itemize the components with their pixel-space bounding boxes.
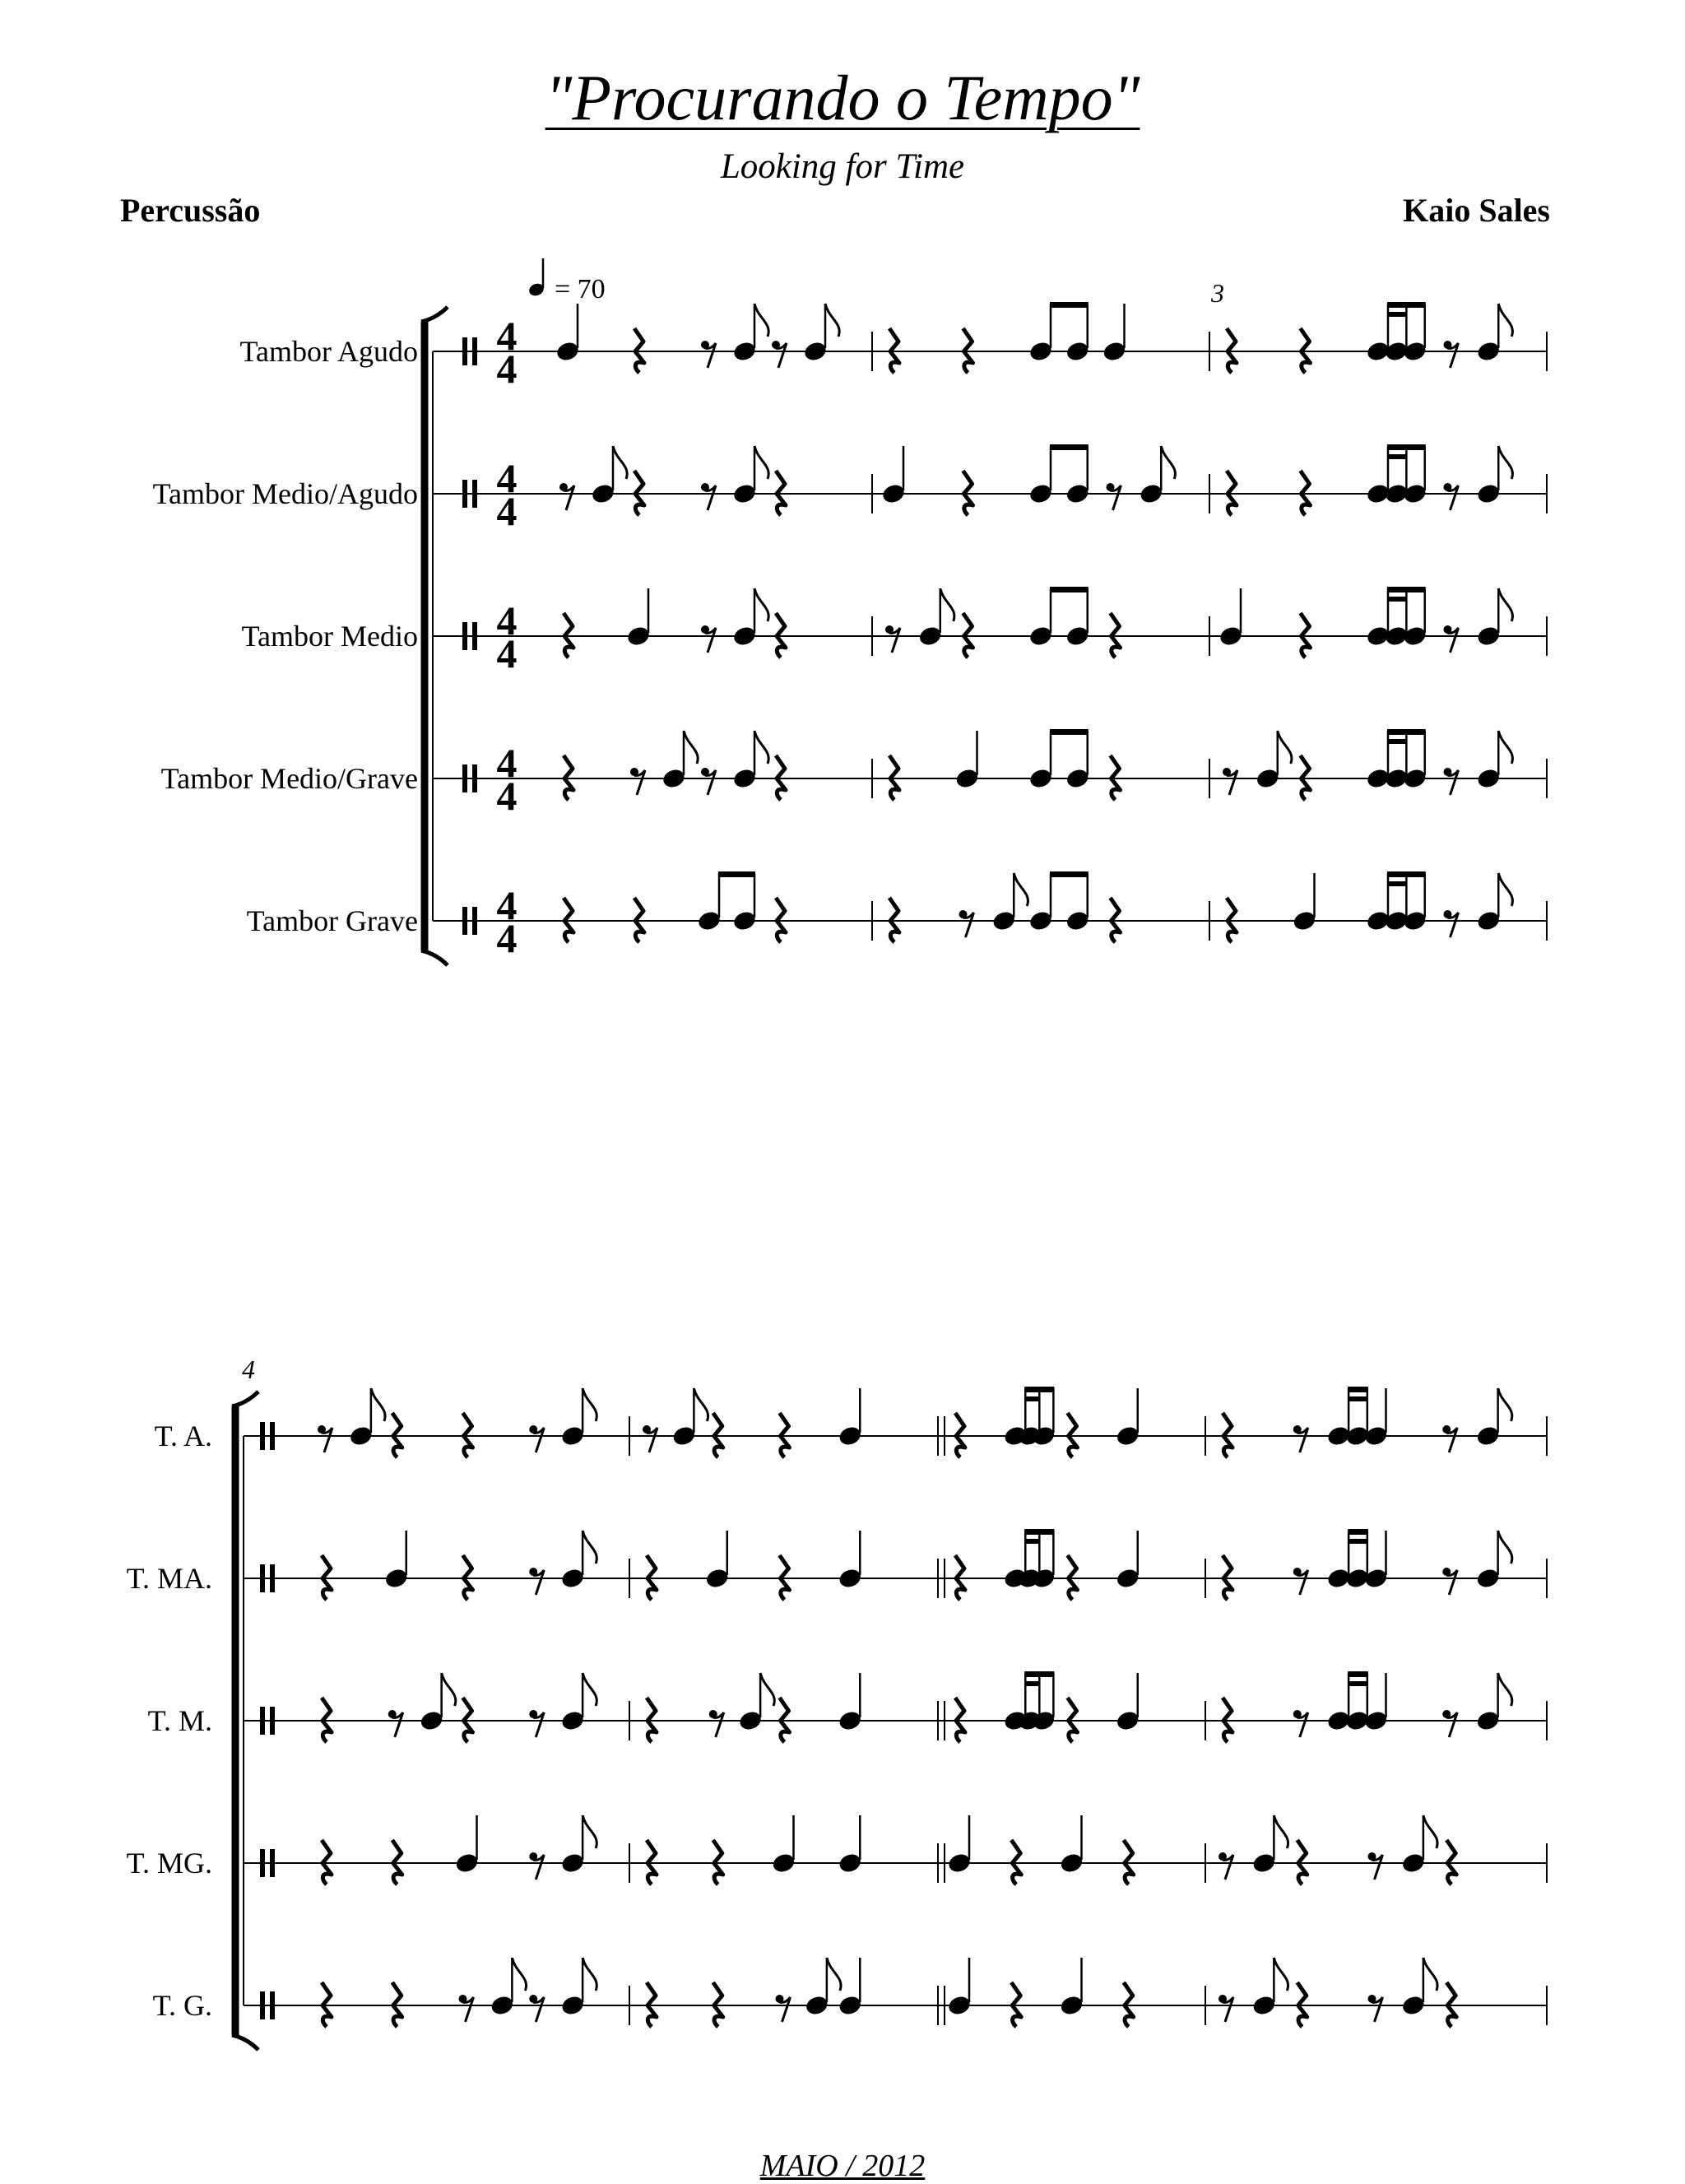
beam (1024, 1529, 1054, 1535)
beam (1348, 1529, 1368, 1535)
time-signature-denominator: 4 (496, 630, 518, 676)
time-signature-numerator: 4 (496, 740, 518, 786)
note-flag (1498, 446, 1512, 479)
note-flag (1498, 1388, 1512, 1421)
note-flag (371, 1388, 385, 1421)
note-flag (940, 588, 954, 621)
bracket-top (421, 307, 448, 322)
measure-number: 3 (1211, 278, 1224, 308)
staff-label: Tambor Medio/Grave (160, 762, 418, 795)
note-flag (754, 731, 768, 764)
note-flag (684, 731, 698, 764)
beam (1387, 587, 1426, 592)
beam (1050, 587, 1089, 592)
percussion-clef (270, 1422, 275, 1450)
beam (1387, 729, 1426, 735)
beam-secondary (1024, 1539, 1040, 1544)
note-flag (760, 1673, 774, 1706)
beam (1387, 302, 1426, 308)
measure-number: 4 (242, 1355, 255, 1384)
note-flag (512, 1958, 526, 1991)
beam (1348, 1387, 1368, 1392)
beam (1348, 1671, 1368, 1677)
note-flag (754, 588, 768, 621)
beam-secondary (1024, 1681, 1040, 1686)
percussion-clef (260, 1849, 265, 1877)
beam-secondary (1024, 1396, 1040, 1401)
instrument-name: Percussão (120, 192, 261, 229)
beam (1387, 871, 1426, 877)
note-flag (1014, 873, 1028, 906)
beam-secondary (1348, 1396, 1368, 1401)
percussion-clef (462, 907, 467, 935)
beam (1024, 1387, 1054, 1392)
percussion-clef (472, 480, 477, 508)
beam (1050, 871, 1089, 877)
note-flag (583, 1815, 596, 1848)
note-flag (825, 304, 839, 337)
bracket-bottom (421, 950, 448, 965)
time-signature-denominator: 4 (496, 346, 518, 392)
staff-label: T. A. (154, 1420, 212, 1452)
bracket-bottom (232, 2035, 258, 2050)
beam (1024, 1671, 1054, 1677)
note-flag (583, 1388, 596, 1421)
beam (1387, 444, 1426, 450)
staff-label: T. MG. (126, 1847, 212, 1880)
percussion-clef (472, 764, 477, 792)
note-flag (1498, 1531, 1512, 1564)
footer-date: MAIO / 2012 (759, 2149, 926, 2183)
beam-secondary (1387, 454, 1407, 459)
beam-secondary (1387, 312, 1407, 317)
note-flag (1423, 1958, 1437, 1991)
percussion-clef (270, 1564, 275, 1592)
note-flag (1498, 873, 1512, 906)
time-signature-numerator: 4 (496, 882, 518, 928)
time-signature-denominator: 4 (496, 915, 518, 961)
staff-label: T. MA. (126, 1562, 212, 1595)
note-flag (583, 1531, 596, 1564)
note-flag (1278, 731, 1292, 764)
percussion-clef (462, 622, 467, 650)
percussion-clef (462, 480, 467, 508)
note-flag (1274, 1815, 1288, 1848)
note-flag (827, 1958, 841, 1991)
beam (1050, 444, 1089, 450)
note-flag (754, 304, 768, 337)
beam (1050, 729, 1089, 735)
staff-label: Tambor Medio (241, 620, 418, 653)
tempo-marking: = 70 (555, 274, 606, 304)
beam (718, 871, 755, 877)
beam-secondary (1348, 1681, 1368, 1686)
composer-name: Kaio Sales (1403, 192, 1550, 229)
note-flag (583, 1958, 596, 1991)
staff-label: Tambor Agudo (239, 335, 418, 368)
percussion-clef (270, 1849, 275, 1877)
note-flag (613, 446, 627, 479)
note-flag (1498, 731, 1512, 764)
time-signature-numerator: 4 (496, 313, 518, 359)
note-flag (583, 1673, 596, 1706)
beam-secondary (1387, 881, 1407, 886)
percussion-clef (472, 622, 477, 650)
beam-secondary (1387, 597, 1407, 602)
percussion-clef (462, 764, 467, 792)
note-flag (1423, 1815, 1437, 1848)
time-signature-denominator: 4 (496, 488, 518, 534)
staff-label: T. M. (147, 1704, 212, 1737)
time-signature-numerator: 4 (496, 455, 518, 501)
percussion-clef (260, 1564, 265, 1592)
staff-label: Tambor Grave (246, 904, 418, 937)
note-flag (1498, 1673, 1512, 1706)
percussion-clef (462, 337, 467, 365)
staff-label: Tambor Medio/Agudo (152, 477, 418, 510)
note-flag (1274, 1958, 1288, 1991)
note-flag (1161, 446, 1175, 479)
percussion-clef (270, 1707, 275, 1735)
percussion-clef (270, 1991, 275, 2019)
beam (1050, 302, 1089, 308)
note-flag (754, 446, 768, 479)
percussion-clef (260, 1991, 265, 2019)
note-flag (1498, 588, 1512, 621)
time-signature-numerator: 4 (496, 597, 518, 644)
percussion-clef (472, 907, 477, 935)
note-flag (1498, 304, 1512, 337)
staff-label: T. G. (152, 1989, 212, 2022)
score-title: "Procurando o Tempo" (545, 62, 1140, 133)
percussion-clef (472, 337, 477, 365)
score-subtitle: Looking for Time (720, 147, 965, 186)
percussion-clef (260, 1422, 265, 1450)
beam-secondary (1348, 1539, 1368, 1544)
beam-secondary (1387, 739, 1407, 744)
time-signature-denominator: 4 (496, 773, 518, 819)
note-flag (694, 1388, 708, 1421)
bracket-top (232, 1392, 258, 1406)
percussion-clef (260, 1707, 265, 1735)
note-flag (442, 1673, 456, 1706)
